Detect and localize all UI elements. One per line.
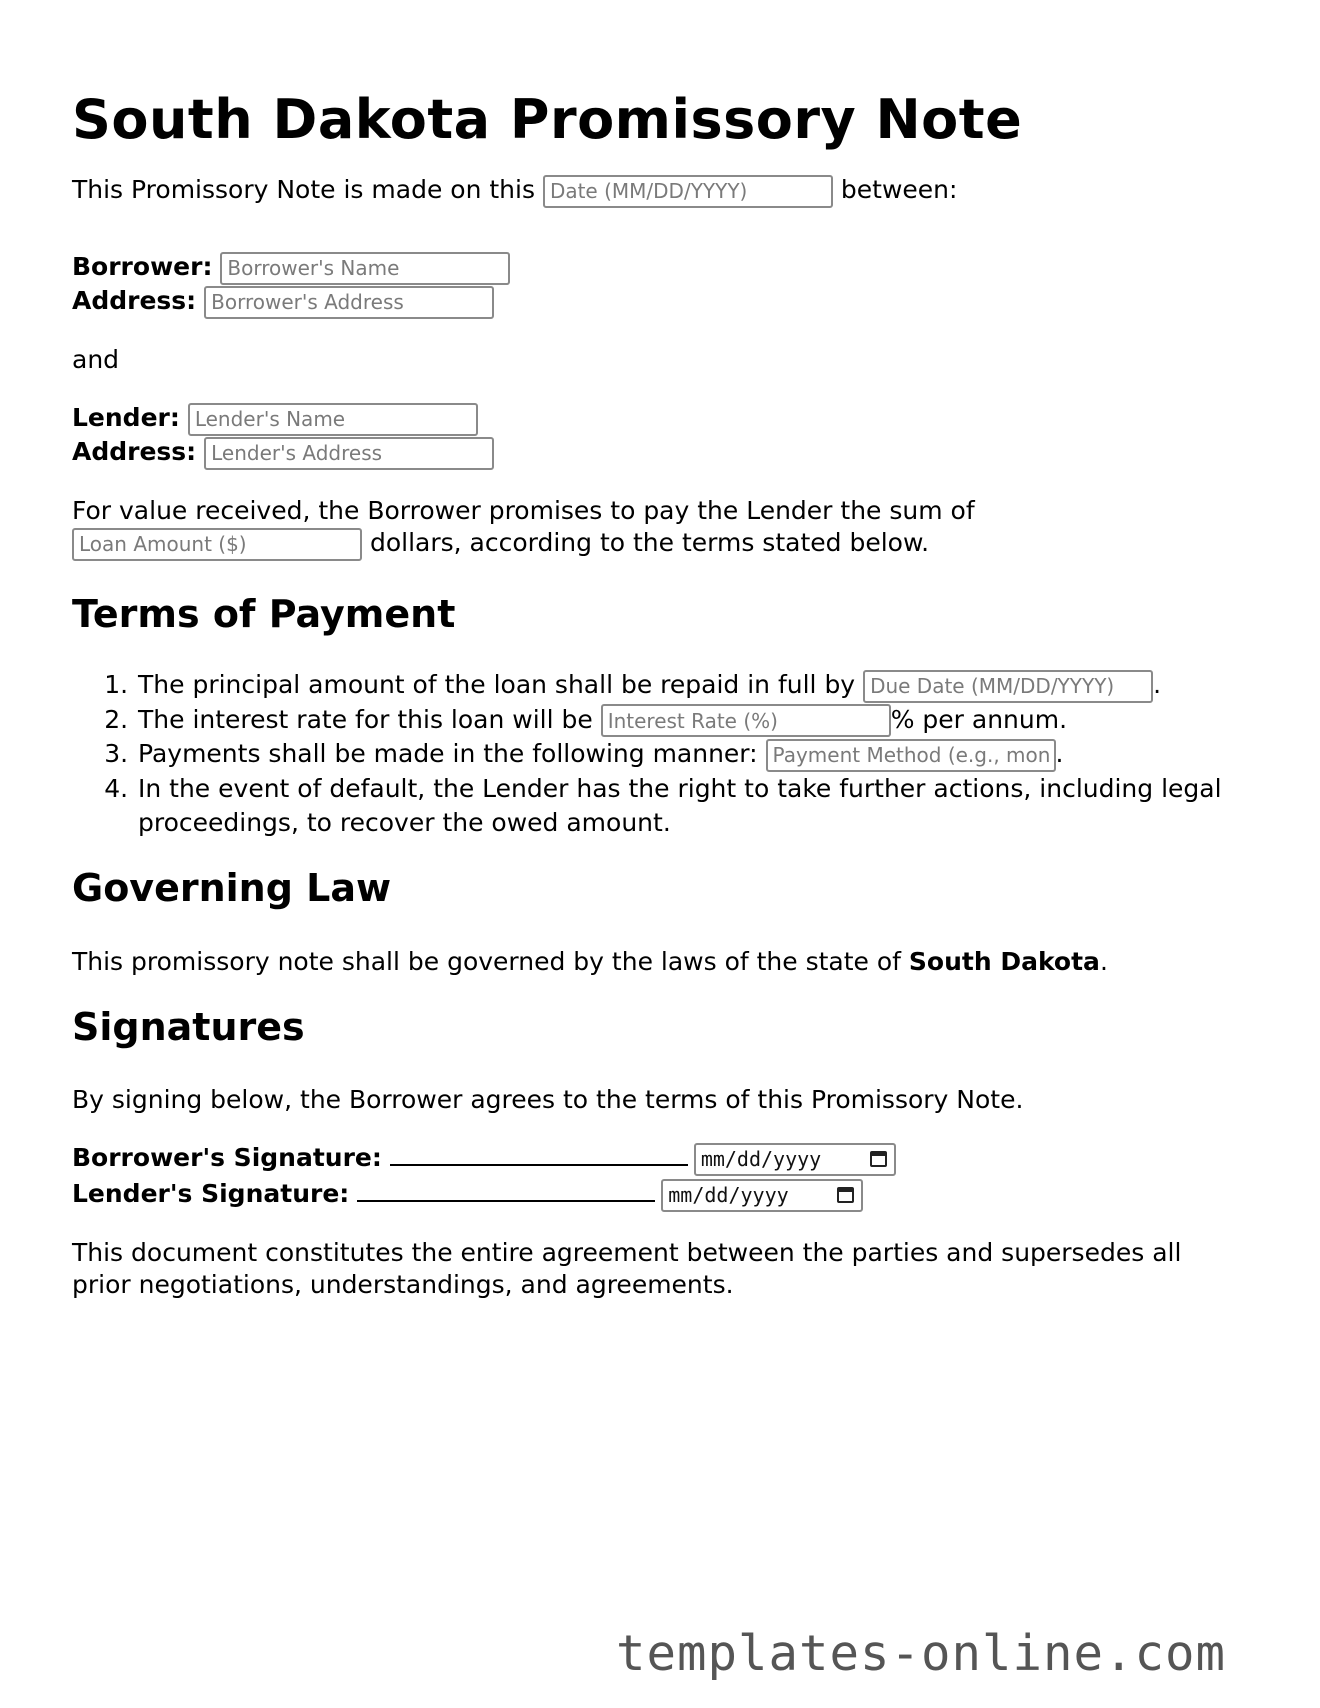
calendar-icon[interactable] <box>837 1187 854 1203</box>
loan-amount-line <box>72 527 929 561</box>
borrower-address-input[interactable] <box>204 286 494 319</box>
lender-date-format: mm/dd/yyyy <box>668 1182 789 1207</box>
terms-item-3-end: . <box>1055 739 1064 768</box>
payment-method-input[interactable] <box>766 739 1056 772</box>
lender-signature-field[interactable] <box>357 1178 655 1202</box>
closing-text: This document constitutes the entire agreement between the parties and supersedes all prior negotiations, understandings, and agreements. <box>72 1238 1182 1299</box>
terms-item-3 <box>136 737 1256 772</box>
governing-law-end: . <box>1099 947 1108 976</box>
borrower-signature-line <box>72 1142 896 1176</box>
lender-address-label: Address: <box>72 437 197 466</box>
lender-signature-line <box>72 1178 863 1212</box>
borrower-signature-field[interactable] <box>390 1142 688 1166</box>
borrower-name-label: Borrower: <box>72 252 213 281</box>
loan-amount-input[interactable] <box>72 528 362 561</box>
watermark-text: templates-online.com <box>616 1625 1227 1682</box>
terms-item-3-text: Payments shall be made in the following manner: <box>138 739 758 768</box>
borrower-name-input[interactable] <box>220 252 510 285</box>
governing-law-line <box>72 946 1108 978</box>
intro-prefix: This Promissory Note is made on this <box>72 175 535 204</box>
lender-name-input[interactable] <box>188 403 478 436</box>
signatures-intro: By signing below, the Borrower agrees to the terms of this Promissory Note. <box>72 1085 1024 1114</box>
borrower-name-line <box>72 251 510 285</box>
terms-item-4 <box>136 772 1256 840</box>
interest-rate-input[interactable] <box>601 704 891 737</box>
intro-suffix: between: <box>840 175 958 204</box>
intro-line <box>72 174 957 208</box>
governing-law-heading: Governing Law <box>72 866 392 910</box>
lender-address-input[interactable] <box>204 437 494 470</box>
terms-item-2-text: The interest rate for this loan will be <box>138 704 593 734</box>
terms-item-1-text: The principal amount of the loan shall be repaid in full by <box>138 670 856 699</box>
calendar-icon[interactable] <box>870 1151 887 1167</box>
governing-law-text: This promissory note shall be governed by the laws of the state of <box>72 947 901 976</box>
page-title: South Dakota Promissory Note <box>72 88 1023 151</box>
lender-address-line <box>72 436 494 470</box>
signatures-heading: Signatures <box>72 1005 305 1049</box>
terms-heading: Terms of Payment <box>72 592 456 636</box>
lender-name-label: Lender: <box>72 403 180 432</box>
lender-signature-date-input[interactable] <box>661 1179 863 1212</box>
terms-item-1 <box>136 668 1256 703</box>
and-text: and <box>72 345 120 374</box>
terms-item-2-end: % per annum. <box>890 704 1068 734</box>
agreement-date-input[interactable] <box>543 175 833 208</box>
lender-signature-label: Lender's Signature: <box>72 1179 350 1208</box>
lender-name-line <box>72 402 478 436</box>
due-date-input[interactable] <box>863 670 1153 703</box>
borrower-date-format: mm/dd/yyyy <box>700 1146 822 1171</box>
borrower-address-label: Address: <box>72 286 197 315</box>
terms-item-4-text: In the event of default, the Lender has the right to take further actions, including legal proceedings, to recover the owed amount. <box>138 773 1222 837</box>
terms-item-2 <box>136 703 1256 738</box>
terms-list <box>72 668 1256 840</box>
value-received-text: For value received, the Borrower promises to pay the Lender the sum of <box>72 496 975 525</box>
terms-item-1-end: . <box>1153 670 1162 699</box>
borrower-signature-date-input[interactable] <box>694 1143 896 1176</box>
loan-amount-suffix: dollars, according to the terms stated below. <box>369 528 930 557</box>
borrower-address-line <box>72 285 494 319</box>
borrower-signature-label: Borrower's Signature: <box>72 1143 382 1172</box>
governing-law-state: South Dakota <box>908 947 1100 976</box>
